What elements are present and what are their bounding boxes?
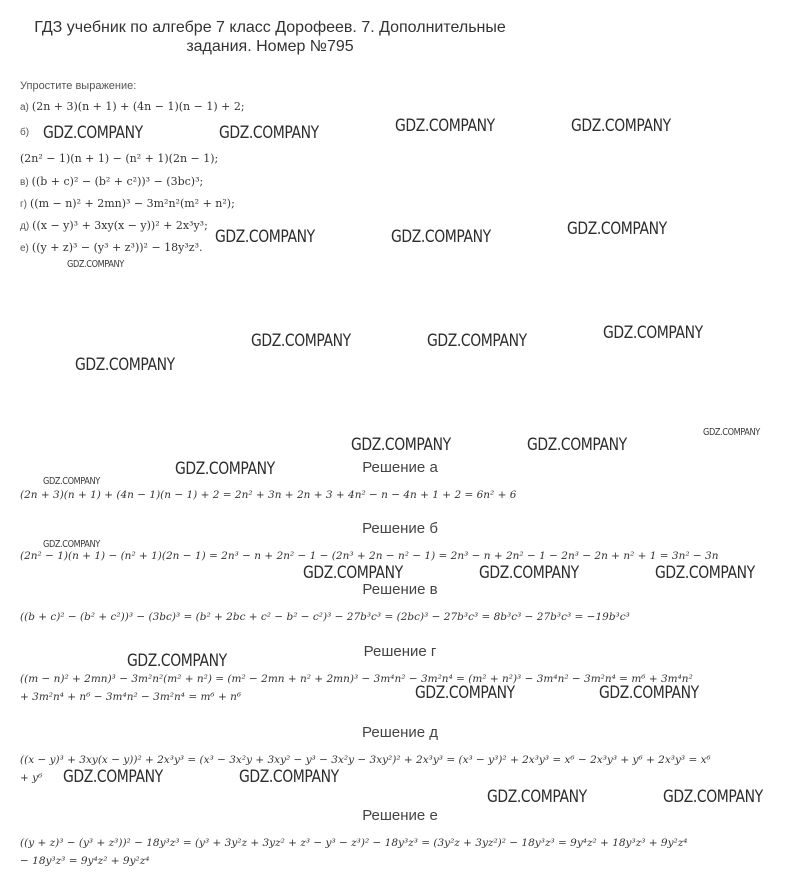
watermark: GDZ.COMPANY <box>215 227 315 247</box>
watermark: GDZ.COMPANY <box>427 331 527 351</box>
watermark: GDZ.COMPANY <box>67 259 124 270</box>
watermark: GDZ.COMPANY <box>303 563 403 583</box>
page-title-line1: ГДЗ учебник по алгебре 7 класс Дорофеев. 7. Дополнительные <box>34 19 506 36</box>
task-intro: Упростите выражение: <box>20 80 137 92</box>
task-item-g <box>20 197 235 210</box>
watermark: GDZ.COMPANY <box>175 459 275 479</box>
task-item-e <box>20 241 202 254</box>
solution-line: (2n + 3)(n + 1) + (4n − 1)(n − 1) + 2 = 2n² + 3n + 2n + 3 + 4n² − n − 4n + 1 + 2 = 6n² + 6 <box>20 489 517 501</box>
task-item-b-expr <box>20 152 218 165</box>
watermark: GDZ.COMPANY <box>415 683 515 703</box>
watermark: GDZ.COMPANY <box>663 787 763 807</box>
task-item-label: е) <box>20 243 29 254</box>
watermark: GDZ.COMPANY <box>487 787 587 807</box>
watermark: GDZ.COMPANY <box>567 219 667 239</box>
watermark: GDZ.COMPANY <box>703 427 760 438</box>
watermark: GDZ.COMPANY <box>571 116 671 136</box>
watermark: GDZ.COMPANY <box>43 476 100 487</box>
watermark: GDZ.COMPANY <box>527 435 627 455</box>
solution-heading-d: Решение д <box>362 724 438 741</box>
watermark: GDZ.COMPANY <box>603 323 703 343</box>
solution-heading-v: Решение в <box>362 581 438 598</box>
task-item-expr: ((x − y)³ + 3xy(x − y))² + 2x³y³; <box>32 219 208 232</box>
task-item-b <box>20 125 32 138</box>
watermark: GDZ.COMPANY <box>43 539 100 550</box>
watermark: GDZ.COMPANY <box>75 355 175 375</box>
solution-line: ((m − n)² + 2mn)³ − 3m²n²(m² + n²) = (m² − 2mn + n² + 2mn)³ − 3m⁴n² − 3m²n⁴ = (m² + n²)³ − 3m⁴n² − 3m²n⁴ = m⁶ + 3m⁴n² <box>20 673 693 685</box>
watermark: GDZ.COMPANY <box>219 123 319 143</box>
task-item-expr: (2n + 3)(n + 1) + (4n − 1)(n − 1) + 2; <box>31 100 245 113</box>
task-item-label: б) <box>20 127 30 138</box>
solution-heading-b: Решение б <box>362 520 438 537</box>
solution-heading-e: Решение е <box>362 807 438 824</box>
solution-heading-g: Решение г <box>363 643 437 660</box>
task-item-d <box>20 219 208 232</box>
watermark: GDZ.COMPANY <box>479 563 579 583</box>
task-item-expr: ((b + c)² − (b² + c²))³ − (3bc)³; <box>31 175 204 188</box>
task-item-label: г) <box>20 199 27 210</box>
page-title <box>0 18 540 56</box>
solution-line: ((b + c)² − (b² + c²))³ − (3bc)³ = (b² + 2bc + c² − b² − c²)³ − 27b³c³ = (2bc)³ − 27b³c³ = 8b³c³ − 27b³c³ = −19b³c³ <box>20 611 630 623</box>
watermark: GDZ.COMPANY <box>599 683 699 703</box>
solution-heading-a: Решение а <box>362 459 438 476</box>
task-item-expr: ((y + z)³ − (y³ + z³))² − 18y³z³. <box>31 241 203 254</box>
task-item-v <box>20 175 203 188</box>
task-item-label: а) <box>20 102 29 113</box>
watermark: GDZ.COMPANY <box>239 767 339 787</box>
watermark: GDZ.COMPANY <box>127 651 227 671</box>
watermark: GDZ.COMPANY <box>391 227 491 247</box>
solution-line: − 18y³z³ = 9y⁴z² + 9y²z⁴ <box>20 855 150 867</box>
page-title-line2: задания. Номер №795 <box>186 38 354 55</box>
watermark: GDZ.COMPANY <box>655 563 755 583</box>
watermark: GDZ.COMPANY <box>251 331 351 351</box>
solution-line: + y⁶ <box>20 772 43 784</box>
task-item-label: д) <box>20 221 30 232</box>
solution-line: ((x − y)³ + 3xy(x − y))² + 2x³y³ = (x³ − 3x²y + 3xy² − y³ − 3x²y − 3xy²)² + 2x³y³ = (x³ − y³)² + 2x³y³ = x⁶ − 2x³y³ + y⁶ + 2x³y³ = x⁶ <box>20 754 711 766</box>
task-item-label: в) <box>20 177 29 188</box>
watermark: GDZ.COMPANY <box>63 767 163 787</box>
task-item-expr: ((m − n)² + 2mn)³ − 3m²n²(m² + n²); <box>29 197 235 210</box>
task-item-a <box>20 100 245 113</box>
task-item-expr: (2n² − 1)(n + 1) − (n² + 1)(2n − 1); <box>20 152 219 165</box>
watermark: GDZ.COMPANY <box>43 123 143 143</box>
solution-line: + 3m²n⁴ + n⁶ − 3m⁴n² − 3m²n⁴ = m⁶ + n⁶ <box>20 691 242 703</box>
watermark: GDZ.COMPANY <box>395 116 495 136</box>
solution-line: ((y + z)³ − (y³ + z³))² − 18y³z³ = (y³ + 3y²z + 3yz² + z³ − y³ − z³)² − 18y³z³ = (3y²z + 3yz²)² − 18y³z³ = 9y⁴z² + 18y³z³ + 9y²z⁴ <box>20 837 688 849</box>
watermark: GDZ.COMPANY <box>351 435 451 455</box>
solution-line: (2n² − 1)(n + 1) − (n² + 1)(2n − 1) = 2n³ − n + 2n² − 1 − (2n³ + 2n − n² − 1) = 2n³ − n + 2n² − 1 − 2n³ − 2n + n² + 1 = 3n² − 3n <box>20 550 719 562</box>
